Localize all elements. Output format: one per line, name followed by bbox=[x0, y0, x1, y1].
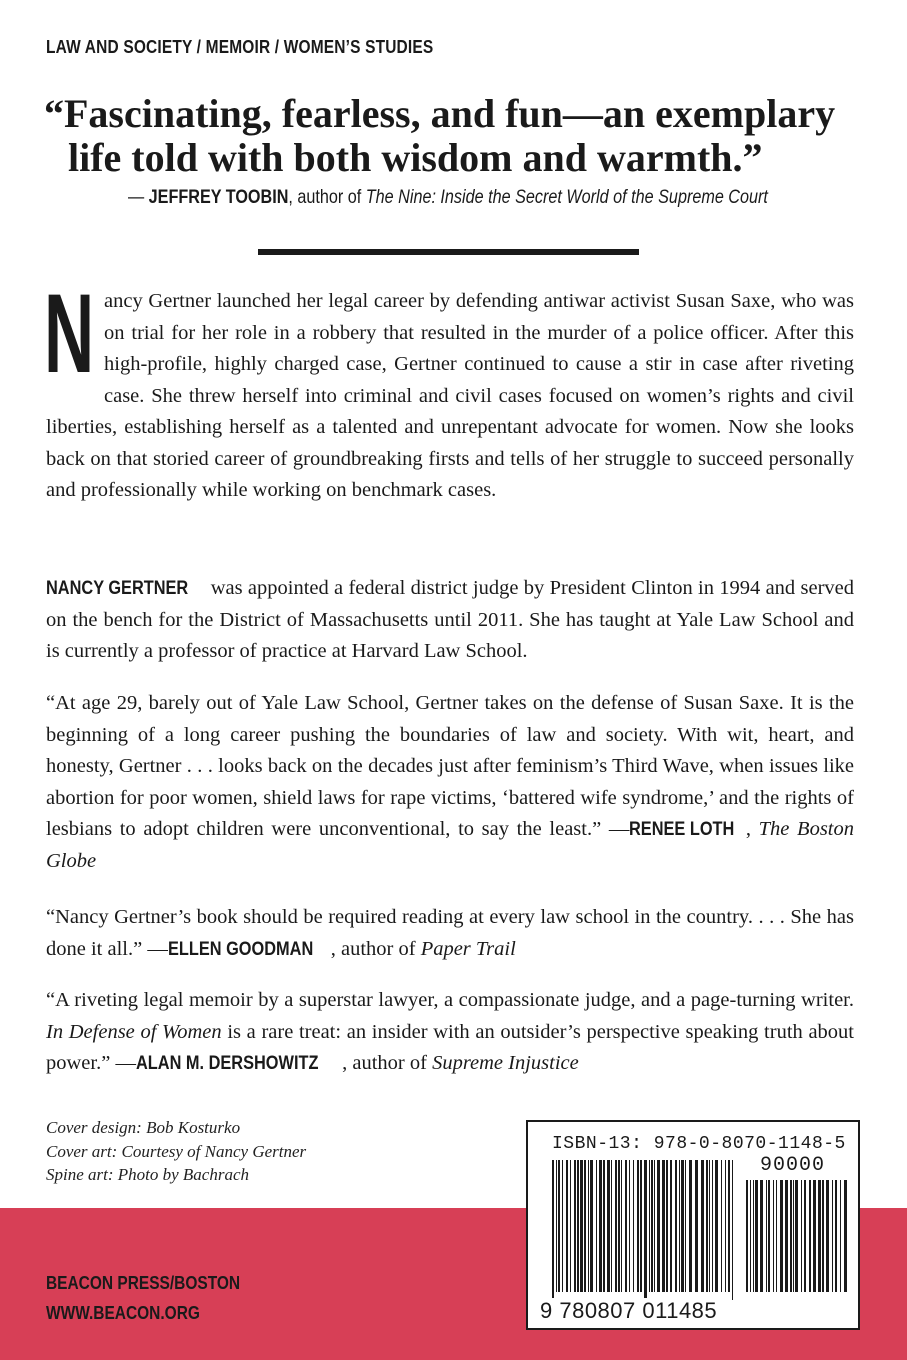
addon-bar bbox=[790, 1180, 792, 1292]
barcode-bar bbox=[566, 1160, 568, 1292]
barcode-bar bbox=[584, 1160, 586, 1292]
addon-bar bbox=[753, 1180, 754, 1292]
intro-text: ancy Gertner launched her legal career by defending antiwar activist Susan Saxe, who was on trial for her role in a robbery that resulted in the murder of a police officer. After this high-profile, highly charged case, Gertner continued to cause a stir in case after riveting case. She threw herself into criminal and civil cases focused on women’s rights and civil liberties, establishing herself as a talented and unrepentant advocate for women. Now she looks back on that storied career of groundbreaking firsts and tells of her struggle to succeed personally and professionally while working on benchmark cases. bbox=[46, 290, 854, 501]
barcode-box bbox=[526, 1120, 860, 1330]
barcode-bar bbox=[637, 1160, 639, 1292]
ean-digits: 9 780807 011485 bbox=[540, 1298, 718, 1323]
review-source: Supreme Injustice bbox=[432, 1052, 579, 1074]
review-goodman bbox=[46, 902, 854, 965]
barcode-bar bbox=[618, 1160, 620, 1292]
barcode-bar bbox=[701, 1160, 704, 1292]
barcode-bar bbox=[679, 1160, 680, 1292]
addon-bar bbox=[813, 1180, 816, 1292]
barcode-bar bbox=[615, 1160, 617, 1292]
barcode-bar bbox=[732, 1160, 733, 1300]
barcode-bar bbox=[577, 1160, 579, 1292]
attribution-dash: — bbox=[128, 186, 149, 208]
barcode-bar bbox=[596, 1160, 597, 1292]
review-dershowitz bbox=[46, 985, 854, 1080]
review-sep: , author of bbox=[342, 1052, 433, 1074]
barcode-bar bbox=[629, 1160, 630, 1292]
category-label: LAW AND SOCIETY / MEMOIR / WOMEN’S STUDIES bbox=[46, 37, 434, 57]
publisher-url: WWW.BEACON.ORG bbox=[46, 1303, 200, 1323]
barcode-bar bbox=[556, 1160, 557, 1292]
addon-bar bbox=[822, 1180, 824, 1292]
barcode-bar bbox=[695, 1160, 698, 1292]
addon-bar bbox=[755, 1180, 758, 1292]
addon-bar bbox=[818, 1180, 821, 1292]
barcode-bar bbox=[654, 1160, 655, 1292]
addon-bar bbox=[766, 1180, 767, 1292]
barcode-bar bbox=[633, 1160, 634, 1292]
intro-paragraph bbox=[44, 271, 854, 507]
addon-bar bbox=[746, 1180, 748, 1292]
addon-bar bbox=[835, 1180, 837, 1292]
review-loth bbox=[46, 688, 854, 877]
price-code: 90000 bbox=[760, 1154, 826, 1177]
addon-bar bbox=[780, 1180, 783, 1292]
review-author: RENEE LOTH bbox=[629, 819, 735, 840]
addon-bar bbox=[804, 1180, 806, 1292]
divider-rule bbox=[258, 249, 639, 255]
barcode-bar bbox=[709, 1160, 710, 1292]
headline-line-1: “Fascinating, fearless, and fun—an exemplary bbox=[44, 91, 836, 136]
credit-art: Cover art: Courtesy of Nancy Gertner bbox=[46, 1141, 307, 1161]
review-source: Paper Trail bbox=[420, 937, 516, 960]
headline-quote bbox=[44, 92, 874, 180]
barcode-bar bbox=[558, 1160, 560, 1292]
barcode-bar bbox=[712, 1160, 713, 1292]
headline-attribution bbox=[128, 186, 768, 209]
barcode-bar bbox=[657, 1160, 660, 1292]
review-sep: , bbox=[745, 818, 759, 840]
review-quote-b: is a rare treat: an insider with an outsider’s perspective speaking truth about power.” bbox=[46, 1020, 854, 1074]
barcode-bar bbox=[588, 1160, 589, 1292]
review-quote-a: “A riveting legal memoir by a superstar lawyer, a compassionate judge, and a page-turning writer. bbox=[46, 989, 854, 1011]
barcode-bar bbox=[644, 1160, 647, 1300]
barcode-bar bbox=[670, 1160, 672, 1292]
barcode-bar bbox=[728, 1160, 730, 1292]
addon-bar bbox=[776, 1180, 777, 1292]
review-quote: “Nancy Gertner’s book should be required reading at every law school in the country. . . . She has done it all.” bbox=[46, 906, 854, 960]
barcode-bar bbox=[725, 1160, 726, 1292]
barcode-bar bbox=[706, 1160, 708, 1292]
barcode-bar bbox=[675, 1160, 677, 1292]
barcode-bar bbox=[611, 1160, 612, 1292]
bio-text: was appointed a federal district judge by President Clinton in 1994 and served on the bench for the District of Massachusetts until 2011. She has taught at Yale Law School and is currently a professor of practice at Harvard Law School. bbox=[46, 577, 854, 662]
barcode-bar bbox=[640, 1160, 642, 1292]
barcode-bar bbox=[681, 1160, 684, 1292]
addon-bar bbox=[750, 1180, 751, 1292]
barcode-bar bbox=[580, 1160, 583, 1292]
barcode-bar bbox=[715, 1160, 718, 1292]
credit-spine: Spine art: Photo by Bachrach bbox=[46, 1165, 250, 1184]
bio-name: NANCY GERTNER bbox=[46, 578, 189, 599]
cover-credits bbox=[46, 1116, 306, 1187]
barcode-bar bbox=[685, 1160, 686, 1292]
review-quote-title: In Defense of Women bbox=[46, 1020, 222, 1043]
attribution-suffix: , author of bbox=[288, 186, 366, 208]
barcode-bar bbox=[603, 1160, 605, 1292]
barcode-bar bbox=[666, 1160, 668, 1292]
barcode-bar bbox=[649, 1160, 650, 1292]
addon-bar bbox=[844, 1180, 847, 1292]
credit-design: Cover design: Bob Kosturko bbox=[46, 1118, 241, 1137]
barcode-bar bbox=[662, 1160, 665, 1292]
barcode-bar bbox=[651, 1160, 653, 1292]
barcode-bar bbox=[552, 1160, 554, 1300]
review-source: The Boston Globe bbox=[46, 818, 854, 872]
addon-bar bbox=[826, 1180, 829, 1292]
drop-cap: N bbox=[44, 271, 95, 396]
attribution-author: JEFFREY TOOBIN bbox=[148, 186, 289, 208]
author-bio bbox=[46, 573, 854, 668]
barcode-bar bbox=[574, 1160, 576, 1292]
addon-bar bbox=[768, 1180, 770, 1292]
barcode-bar bbox=[570, 1160, 571, 1292]
addon-bar bbox=[793, 1180, 794, 1292]
barcode-bar bbox=[689, 1160, 692, 1292]
addon-bar bbox=[773, 1180, 774, 1292]
addon-bar bbox=[801, 1180, 802, 1292]
publisher-name: BEACON PRESS/BOSTON bbox=[46, 1273, 241, 1293]
barcode-bar bbox=[599, 1160, 602, 1292]
barcode-bar bbox=[562, 1160, 563, 1292]
review-sep: , author of bbox=[330, 937, 421, 960]
review-dash: — bbox=[608, 818, 630, 840]
attribution-book: The Nine: Inside the Secret World of the Supreme Court bbox=[365, 186, 768, 208]
addon-bar bbox=[809, 1180, 811, 1292]
isbn-label: ISBN-13: 978-0-8070-1148-5 bbox=[552, 1134, 846, 1154]
review-dash: — bbox=[147, 937, 168, 960]
review-quote: “At age 29, barely out of Yale Law School, Gertner takes on the defense of Susan Saxe. It is the beginning of a long career pushing the boundaries of law and society. With wit, heart, and honesty, Gertner . . . looks back on the decades just after feminism’s Third Wave, when issues like abortion for poor women, shield laws for rape victims, ‘battered wife syndrome,’ and the rights of lesbians to adopt children were unconventional, to say the least.” bbox=[46, 692, 854, 840]
barcode-bar bbox=[721, 1160, 722, 1292]
barcode-bar bbox=[590, 1160, 593, 1292]
headline-line-2: life told with both wisdom and warmth.” bbox=[68, 135, 763, 180]
addon-bar bbox=[785, 1180, 788, 1292]
barcode-bar bbox=[625, 1160, 627, 1292]
review-dash: — bbox=[115, 1052, 136, 1074]
review-author: ALAN M. DERSHOWITZ bbox=[135, 1053, 319, 1074]
addon-bar bbox=[760, 1180, 763, 1292]
addon-bar bbox=[840, 1180, 841, 1292]
addon-bar bbox=[832, 1180, 833, 1292]
addon-bar bbox=[795, 1180, 798, 1292]
barcode-bar bbox=[621, 1160, 622, 1292]
review-author: ELLEN GOODMAN bbox=[167, 938, 314, 960]
publisher-block bbox=[46, 1268, 240, 1328]
barcode-bar bbox=[607, 1160, 610, 1292]
